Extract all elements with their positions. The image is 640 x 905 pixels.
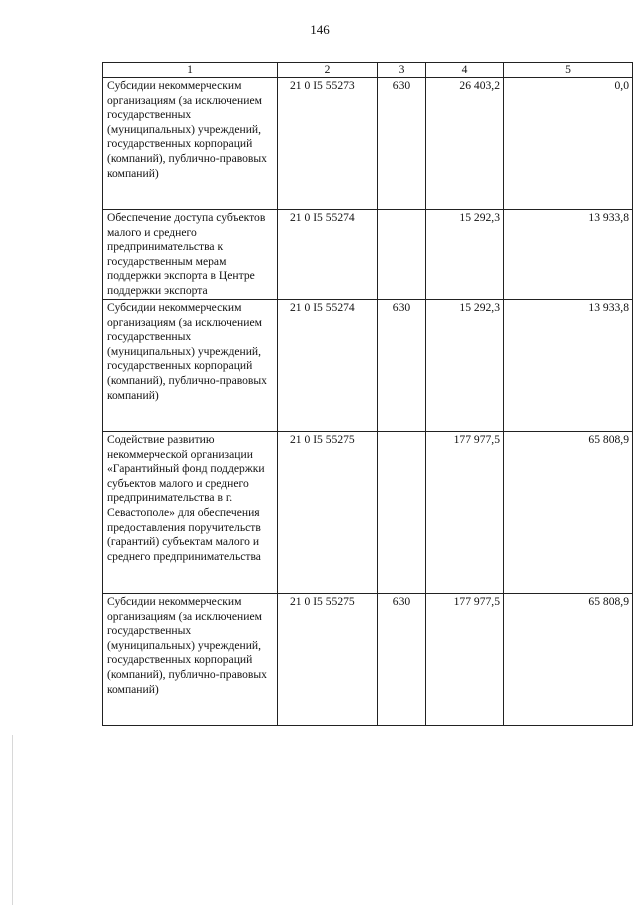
- row-name: Содействие развитию некоммерческой организации «Гарантийный фонд поддержки субъектов малого и среднего предпринимательства в г. Севастополе» для обеспечения предоставления поручительств (гарантий) субъектам малого и среднего предпринимательства: [103, 432, 278, 594]
- row-value-1: 177 977,5: [426, 432, 504, 594]
- table-row: [103, 432, 633, 594]
- row-value-1: 15 292,3: [426, 300, 504, 432]
- header-row: [103, 63, 633, 78]
- row-expense-type: 630: [378, 78, 426, 210]
- row-expense-type: 630: [378, 300, 426, 432]
- row-expense-type: 630: [378, 594, 426, 726]
- header-col-4: 4: [426, 63, 504, 78]
- row-value-2: 13 933,8: [504, 210, 633, 300]
- table-body: [103, 78, 633, 726]
- row-code: 21 0 I5 55274: [278, 300, 378, 432]
- scan-edge-mark: [12, 735, 13, 905]
- table-row: [103, 78, 633, 210]
- row-name: Обеспечение доступа субъектов малого и среднего предпринимательства к государственным мерам поддержки экспорта в Центре поддержки экспорта: [103, 210, 278, 300]
- table-row: [103, 210, 633, 300]
- row-expense-type: [378, 432, 426, 594]
- table-header: [103, 63, 633, 78]
- budget-table: [102, 62, 633, 726]
- row-code: 21 0 I5 55275: [278, 594, 378, 726]
- row-code: 21 0 I5 55275: [278, 432, 378, 594]
- header-col-1: 1: [103, 63, 278, 78]
- row-value-2: 13 933,8: [504, 300, 633, 432]
- header-col-2: 2: [278, 63, 378, 78]
- row-name: Субсидии некоммерческим организациям (за исключением государственных (муниципальных) учреждений, государственных корпораций (компаний), публично-правовых компаний): [103, 300, 278, 432]
- row-value-1: 26 403,2: [426, 78, 504, 210]
- row-code: 21 0 I5 55273: [278, 78, 378, 210]
- row-value-1: 177 977,5: [426, 594, 504, 726]
- header-col-5: 5: [504, 63, 633, 78]
- table-row: [103, 594, 633, 726]
- row-expense-type: [378, 210, 426, 300]
- page-number: 146: [310, 22, 330, 37]
- header-col-3: 3: [378, 63, 426, 78]
- row-value-1: 15 292,3: [426, 210, 504, 300]
- row-value-2: 65 808,9: [504, 432, 633, 594]
- row-value-2: 0,0: [504, 78, 633, 210]
- row-name: Субсидии некоммерческим организациям (за исключением государственных (муниципальных) учреждений, государственных корпораций (компаний), публично-правовых компаний): [103, 78, 278, 210]
- row-name: Субсидии некоммерческим организациям (за исключением государственных (муниципальных) учреждений, государственных корпораций (компаний), публично-правовых компаний): [103, 594, 278, 726]
- table-row: [103, 300, 633, 432]
- row-code: 21 0 I5 55274: [278, 210, 378, 300]
- row-value-2: 65 808,9: [504, 594, 633, 726]
